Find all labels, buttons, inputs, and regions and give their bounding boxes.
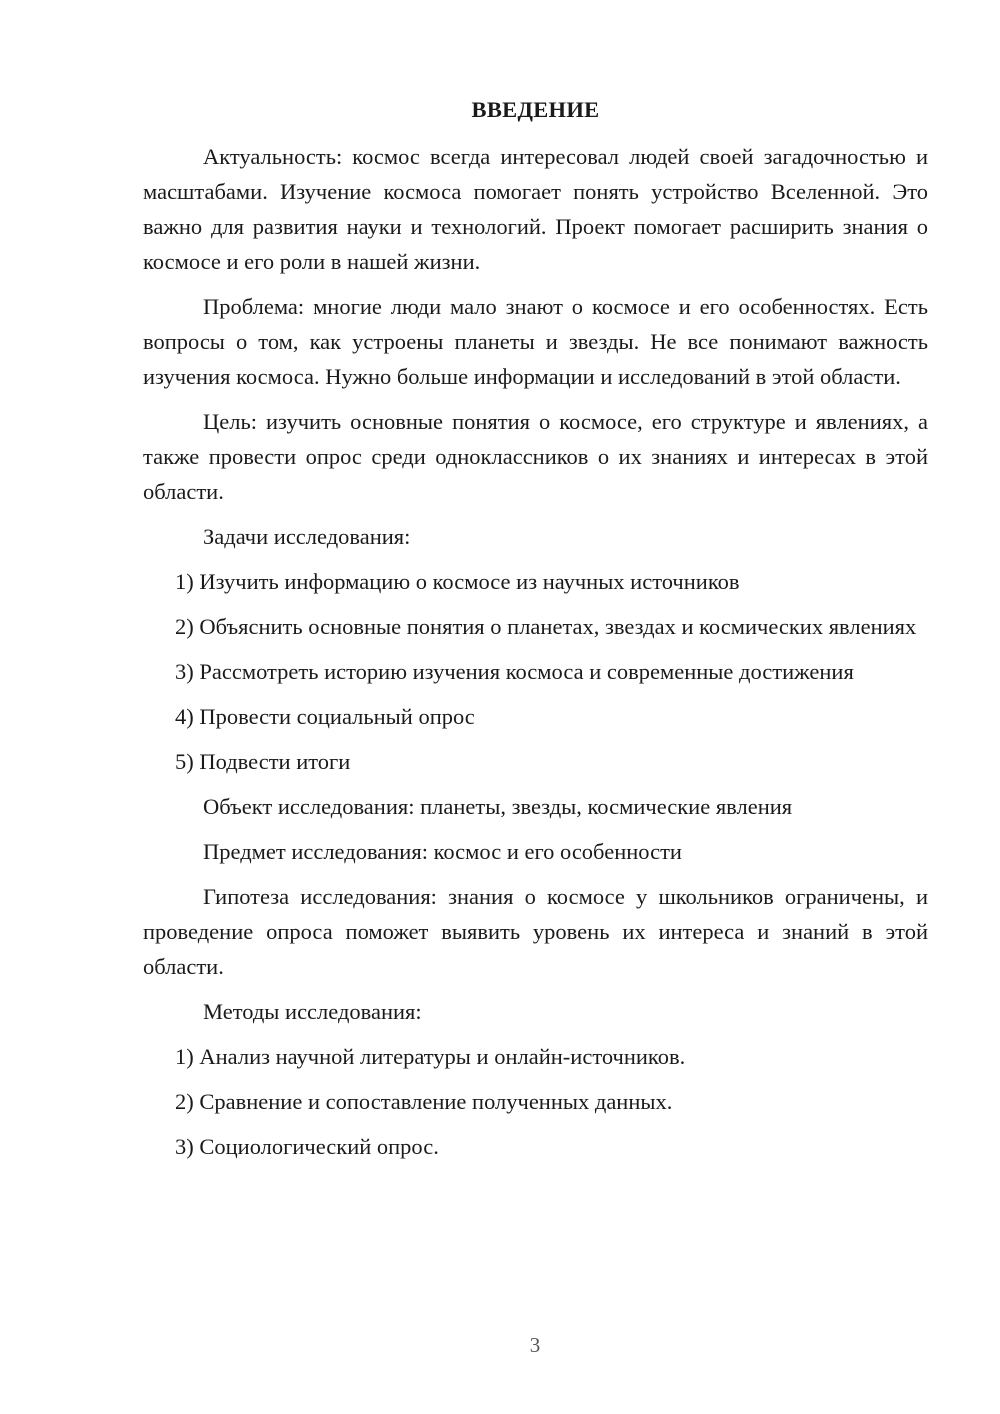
method-item: 2) Сравнение и сопоставление полученных данных.: [175, 1089, 673, 1114]
document-page: [143, 95, 928, 1174]
tasks-heading: Задачи исследования:: [203, 524, 411, 549]
method-item: 1) Анализ научной литературы и онлайн-источников.: [175, 1044, 686, 1069]
method-item: 3) Социологический опрос.: [175, 1134, 439, 1159]
research-object: Объект исследования: планеты, звезды, космические явления: [203, 794, 793, 819]
methods-heading: Методы исследования:: [203, 999, 422, 1024]
research-subject: Предмет исследования: космос и его особенности: [203, 839, 682, 864]
task-item: 1) Изучить информацию о космосе из научных источников: [175, 569, 740, 594]
task-item: 3) Рассмотреть историю изучения космоса и современные достижения: [175, 659, 854, 684]
section-title: ВВЕДЕНИЕ: [471, 97, 600, 122]
page-number: 3: [529, 1333, 541, 1357]
task-item: 4) Провести социальный опрос: [175, 704, 475, 729]
research-hypothesis: Гипотеза исследования: знания о космосе у школьников ограничены, и проведение опроса поможет выявить уровень их интереса и знаний в этой области.: [143, 884, 928, 979]
paragraph-goal: Цель: изучить основные понятия о космосе, его структуре и явлениях, а также провести опрос среди одноклассников о их знаниях и интересах в этой области.: [143, 409, 928, 504]
paragraph-relevance: Актуальность: космос всегда интересовал людей своей загадочностью и масштабами. Изучение космоса помогает понять устройство Вселенной. Это важно для развития науки и технологий. Проект помогает расширить знания о космосе и его роли в нашей жизни.: [143, 144, 928, 274]
paragraph-problem: Проблема: многие люди мало знают о космосе и его особенностях. Есть вопросы о том, как устроены планеты и звезды. Не все понимают важность изучения космоса. Нужно больше информации и исследований в этой области.: [143, 294, 928, 389]
task-item: 5) Подвести итоги: [175, 749, 351, 774]
task-item: 2) Объяснить основные понятия о планетах, звездах и космических явлениях: [175, 614, 917, 639]
